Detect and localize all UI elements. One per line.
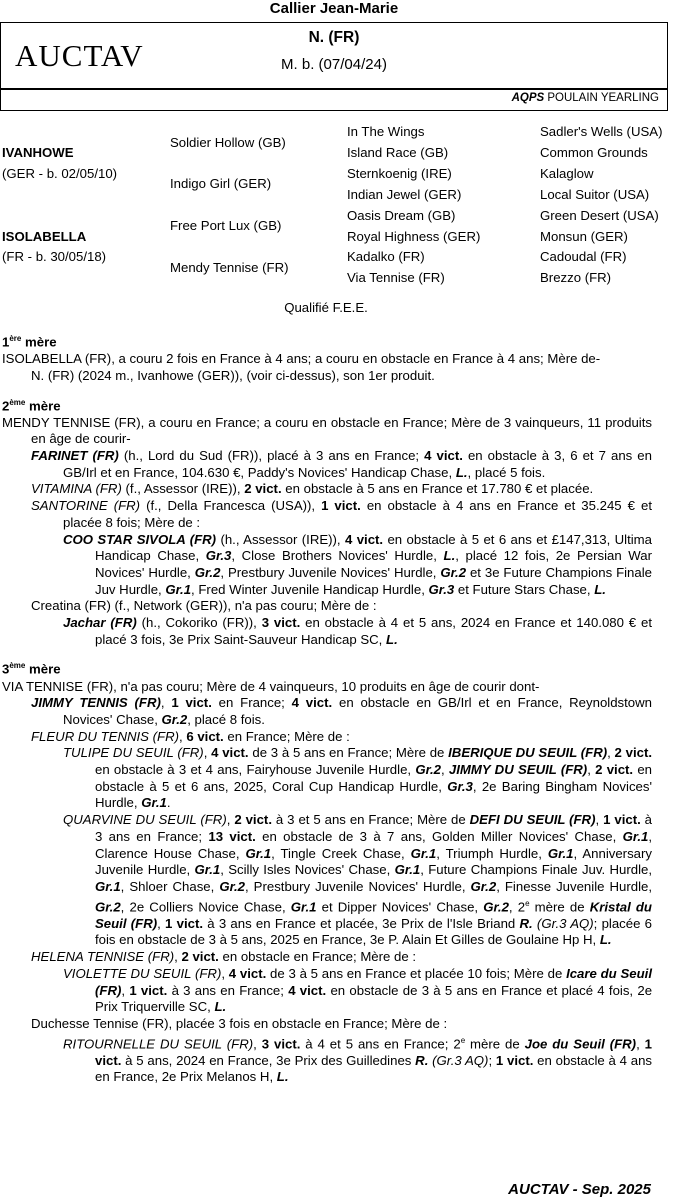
footer-credit: AUCTAV - Sep. 2025 (508, 1181, 651, 1198)
pedigree-gen2: Mendy Tennise (FR) (170, 260, 289, 275)
family-entry: Jachar (FR) (h., Cokoriko (FR)), 3 vict. en obstacle à 4 et 5 ans, 2024 en France et 140.080 € et placé 3 fois, 3e Prix Saint-Sauveur Handicap SC, L. (63, 615, 652, 647)
family-entry: FARINET (FR) (h., Lord du Sud (FR)), placé à 3 ans en France; 4 vict. en obstacle à 3, 6 et 7 ans en GB/Irl et en France, 104.630 €, Paddy's Novices' Handicap Chase, L., placé 5 fois. (31, 448, 652, 480)
family-entry: VITAMINA (FR) (f., Assessor (IRE)), 2 vict. en obstacle à 5 ans en France et 17.780 € et placée. (31, 481, 594, 497)
sire-name: IVANHOWE (2, 145, 74, 160)
family-entry: SANTORINE (FR) (f., Della Francesca (USA)), 1 vict. en obstacle à 4 ans en France et 35.245 € et placée 8 fois; Mère de : (31, 498, 652, 530)
family-entry: JIMMY TENNIS (FR), 1 vict. en France; 4 vict. en obstacle en GB/Irl et en France, Reynoldstown Novices' Chase, Gr.2, placé 8 fois. (31, 695, 652, 727)
auctav-logo: AUCTAV (15, 38, 144, 73)
pedigree-gen3: Royal Highness (GER) (347, 229, 481, 244)
dam-generation-heading: 3ème mère (2, 661, 61, 677)
family-entry: N. (FR) (2024 m., Ivanhowe (GER)), (voir ci-dessus), son 1er produit. (31, 367, 435, 383)
pedigree-gen2: Free Port Lux (GB) (170, 218, 282, 233)
family-entry: HELENA TENNISE (FR), 2 vict. en obstacle en France; Mère de : (31, 949, 417, 965)
pedigree-gen3: Island Race (GB) (347, 145, 449, 160)
pedigree-gen4: Green Desert (USA) (540, 208, 659, 223)
pedigree-gen3: Kadalko (FR) (347, 249, 425, 264)
pedigree-gen2: Soldier Hollow (GB) (170, 135, 286, 150)
sale-category: AQPS POULAIN YEARLING (511, 92, 659, 104)
qualification-note: Qualifié F.E.E. (284, 300, 368, 315)
dam-info: (FR - b. 30/05/18) (2, 249, 107, 264)
breeder-title: Callier Jean-Marie (269, 0, 399, 17)
sale-box (0, 89, 668, 111)
dam-name: ISOLABELLA (2, 229, 87, 244)
pedigree-gen3: Oasis Dream (GB) (347, 208, 456, 223)
pedigree-gen3: Via Tennise (FR) (347, 270, 445, 285)
pedigree-gen4: Monsun (GER) (540, 229, 628, 244)
horse-description: M. b. (07/04/24) (281, 56, 387, 73)
family-entry: COO STAR SIVOLA (FR) (h., Assessor (IRE)), 4 vict. en obstacle à 5 et 6 ans et £147,313, Ultima Handicap Chase, Gr.3, Close Brothers Novices' Hurdle, L., placé 12 fois, 2e Persian War Novices' Hurdle, Gr.2, Prestbury Juvenile Novices' Hurdle, Gr.2 et 3e Future Champions Finale Juv Hurdle, Gr.1, Fred Winter Juvenile Handicap Hurdle, Gr.3 et Future Stars Chase, L. (63, 531, 652, 597)
family-entry: VIA TENNISE (FR), n'a pas couru; Mère de 4 vainqueurs, 10 produits en âge de courir dont- (2, 678, 540, 694)
family-entry: Duchesse Tennise (FR), placée 3 fois en obstacle en France; Mère de : (31, 1015, 448, 1031)
pedigree-gen3: In The Wings (347, 124, 425, 139)
dam-generation-heading: 2ème mère (2, 397, 61, 413)
family-section (2, 331, 652, 1086)
family-entry: Creatina (FR) (f., Network (GER)), n'a pas couru; Mère de : (31, 598, 377, 614)
family-entry: VIOLETTE DU SEUIL (FR), 4 vict. de 3 à 5 ans en France et placée 10 fois; Mère de Icare du Seuil (FR), 1 vict. à 3 ans en France; 4 vict. en obstacle de 3 à 5 ans en France et placé 4 fois, 2e Prix Triquerville SC, L. (63, 965, 653, 1015)
pedigree-gen4: Local Suitor (USA) (540, 187, 650, 202)
pedigree-gen4: Sadler's Wells (USA) (540, 124, 663, 139)
family-entry: RITOURNELLE DU SEUIL (FR), 3 vict. à 4 et 5 ans en France; 2e mère de Joe du Seuil (FR), 1 vict. à 5 ans, 2024 en France, 3e Prix des Guilledines R. (Gr.3 AQ); 1 vict. en obstacle à 4 ans en France, 2e Prix Melanos H, L. (63, 1035, 653, 1085)
pedigree-gen4: Brezzo (FR) (540, 270, 612, 285)
pedigree-gen2: Indigo Girl (GER) (170, 176, 272, 191)
horse-name: N. (FR) (308, 29, 360, 46)
pedigree-gen3: Indian Jewel (GER) (347, 187, 462, 202)
pedigree-gen3: Sternkoenig (IRE) (347, 166, 452, 181)
family-entry: MENDY TENNISE (FR), a couru en France; a couru en obstacle en France; Mère de 3 vainqueurs, 11 produits en âge de courir- (2, 414, 652, 447)
pedigree-gen4: Common Grounds (540, 145, 648, 160)
dam-generation-heading: 1ère mère (2, 334, 57, 350)
family-entry: TULIPE DU SEUIL (FR), 4 vict. de 3 à 5 ans en France; Mère de IBERIQUE DU SEUIL (FR), 2 vict. en obstacle à 3 et 4 ans, Fairyhouse Juvenile Hurdle, Gr.2, JIMMY DU SEUIL (FR), 2 vict. en obstacle à 5 et 6 ans, 2025, Coral Cup Handicap Hurdle, Gr.3, 2e Baring Bingham Novices' Hurdle, Gr.1. (63, 745, 653, 811)
sire-info: (GER - b. 02/05/10) (2, 166, 118, 181)
family-entry: QUARVINE DU SEUIL (FR), 2 vict. à 3 et 5 ans en France; Mère de DEFI DU SEUIL (FR), 1 vict. à 3 ans en France; 13 vict. en obstacle de 3 à 7 ans, Golden Miller Novices' Chase, Gr.1, Clarence House Chase, Gr.1, Tingle Creek Chase, Gr.1, Triumph Hurdle, Gr.1, Anniversary Juvenile Hurdle, Gr.1, Scilly Isles Novices' Chase, Gr.1, Future Champions Finale Juv. Hurdle, Gr.1, Shloer Chase, Gr.2, Prestbury Juvenile Novices' Hurdle, Gr.2, Finesse Juvenile Hurdle, Gr.2, 2e Colliers Novice Chase, Gr.1 et Dipper Novices' Chase, Gr.2, 2e mère de Kristal du Seuil (FR), 1 vict. à 3 ans en France et placée, 3e Prix de l'Isle Briand R. (Gr.3 AQ); placée 6 fois en obstacle de 3 à 5 ans, 2025 en France, 3e P. Alain Et Gilles de Goulaine Hp H, L. (63, 812, 653, 948)
header-box (0, 22, 668, 89)
pedigree-gen4: Cadoudal (FR) (540, 249, 627, 264)
family-entry: ISOLABELLA (FR), a couru 2 fois en France à 4 ans; a couru en obstacle en France à 4 ans; Mère de- (2, 351, 601, 367)
pedigree-gen4: Kalaglow (540, 166, 594, 181)
family-entry: FLEUR DU TENNIS (FR), 6 vict. en France; Mère de : (31, 728, 350, 744)
